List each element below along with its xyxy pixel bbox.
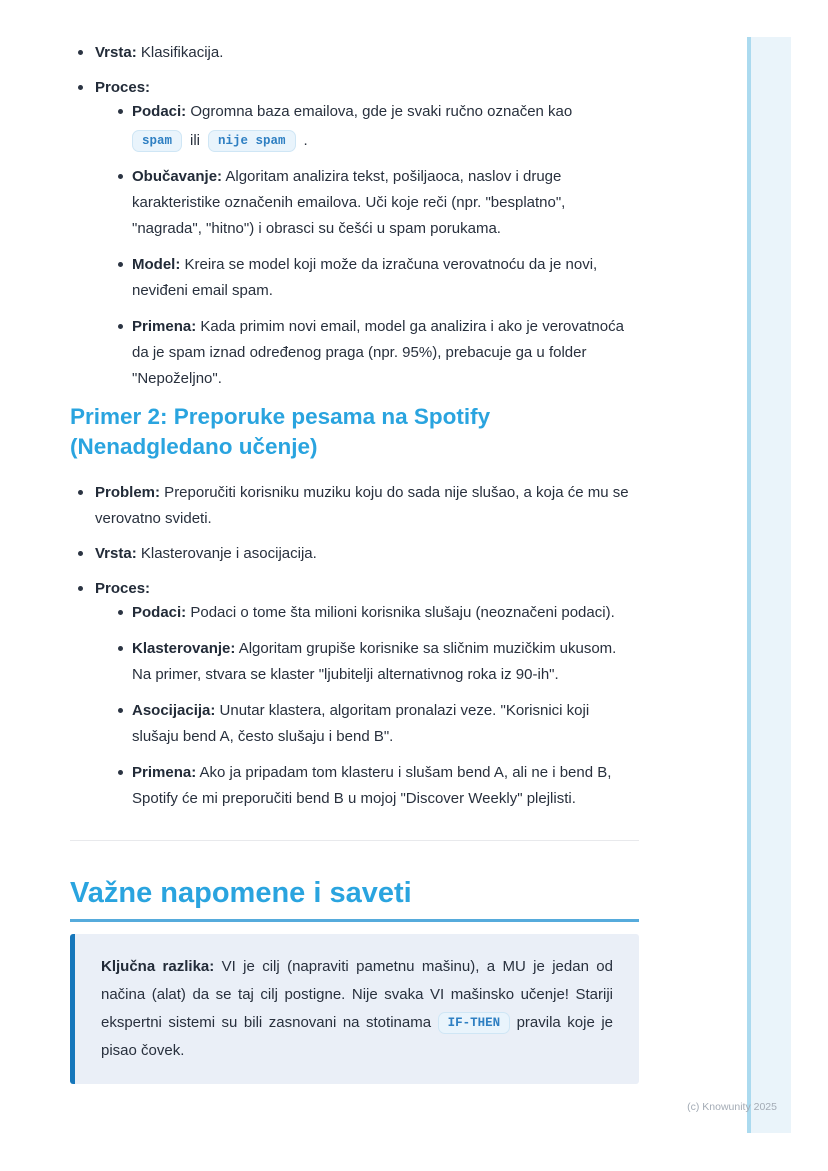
item-text: Algoritam grupiše korisnike sa sličnim muzičkim ukusom. Na primer, stvara se klaster "ljubitelji alternativnog roka iz 90-ih". [132,640,617,683]
section-divider [70,840,639,841]
item-label: Primena: [132,318,197,335]
bullet-icon [78,50,83,55]
code-badge-if-then: IF-THEN [438,1012,511,1034]
item-label: Klasterovanje: [132,640,236,657]
item-text: Klasterovanje i asocijacija. [136,545,317,562]
item-text: Kreira se model koji može da izračuna verovatnoću da je novi, neviđeni email spam. [132,256,598,299]
bullet-icon [118,174,123,179]
scrollbar-track[interactable] [747,37,791,1133]
item-label: Proces: [95,580,151,597]
bullet-icon [118,109,123,114]
bullet-icon [78,586,83,591]
callout-label: Ključna razlika: [101,958,215,975]
item-text: Unutar klastera, algoritam pronalazi veze. "Korisnici koji slušaju bend A, često slušaju i bend B". [132,702,590,745]
callout-text: VI je cilj (napraviti pametnu mašinu), a MU je jedan od načina (alat) da se taj cilj postigne. Nije svaka VI mašinsko učenje! Stariji ekspertni sistemi su bili zasnovani na stotinama [101,958,613,1031]
sentence-period: . [303,132,308,149]
item-label: Model: [132,256,181,273]
list-item-obucavanje [95,164,639,242]
bullet-icon [118,770,123,775]
bullet-icon [118,324,123,329]
code-badge-spam: spam [132,130,182,152]
item-label: Problem: [95,484,161,501]
item-text: Ogromna baza emailova, gde je svaki ručno označen kao [186,103,573,120]
spotify-process-sublist [95,600,639,812]
list-item-problem [70,480,639,532]
list-item-primena [95,314,639,392]
item-label: Podaci: [132,103,187,120]
list-item-vrsta [70,541,639,567]
bullet-icon [78,490,83,495]
item-text: Ako ja pripadam tom klasteru i slušam bend A, ali ne i bend B, Spotify će mi preporučiti bend B u mojoj "Discover Weekly" plejlisti. [132,764,612,807]
email-example-list [70,40,639,392]
heading-underline-rule [70,919,639,922]
callout-text: pravila koje je pisao čovek. [101,1014,613,1059]
item-text: Podaci o tome šta milioni korisnika slušaju (neoznačeni podaci). [186,604,615,621]
item-label: Asocijacija: [132,702,216,719]
list-item-proces [70,75,639,392]
item-label: Vrsta: [95,545,137,562]
bullet-icon [78,85,83,90]
page-heading-vazne-napomene: Važne napomene i saveti [70,877,412,909]
list-item-klasterovanje [95,636,639,688]
item-label: Podaci: [132,604,187,621]
list-item-asocijacija [95,698,639,750]
inline-code-line [132,128,639,154]
bullet-icon [118,610,123,615]
item-label: Vrsta: [95,44,137,61]
list-item-primena [95,760,639,812]
item-text: Kada primim novi email, model ga analizira i ako je verovatnoća da je spam iznad određenog praga (npr. 95%), prebacuje ga u folder "Nepoželjno". [132,318,624,387]
item-text: Klasifikacija. [136,44,224,61]
key-difference-callout [70,934,639,1084]
list-item-podaci [95,99,639,154]
item-text: Preporučiti korisniku muziku koju do sada nije slušao, a koja će mu se verovatno svideti. [95,484,629,527]
bullet-icon [118,262,123,267]
spotify-example-list [70,480,639,812]
bullet-icon [118,646,123,651]
item-text: Algoritam analizira tekst, pošiljaoca, naslov i druge karakteristike označenih emailova. Uči koje reči (npr. "besplatno", "nagrada", "hitno") i obrasci su češći u spam porukama. [132,168,566,237]
document-content [70,40,639,1084]
item-label: Obučavanje: [132,168,223,185]
bullet-icon [118,708,123,713]
list-item-proces [70,576,639,812]
item-label: Primena: [132,764,197,781]
code-separator-text: ili [190,132,201,149]
bullet-icon [78,551,83,556]
list-item-model [95,252,639,304]
list-item-vrsta [70,40,639,66]
item-label: Proces: [95,79,151,96]
list-item-podaci [95,600,639,626]
code-badge-nije-spam: nije spam [208,130,296,152]
email-process-sublist [95,99,639,392]
copyright-text: (c) Knowunity 2025 [687,1101,777,1113]
section-heading-primer-2: Primer 2: Preporuke pesama na Spotify (Nenadgledano učenje) [70,404,491,459]
